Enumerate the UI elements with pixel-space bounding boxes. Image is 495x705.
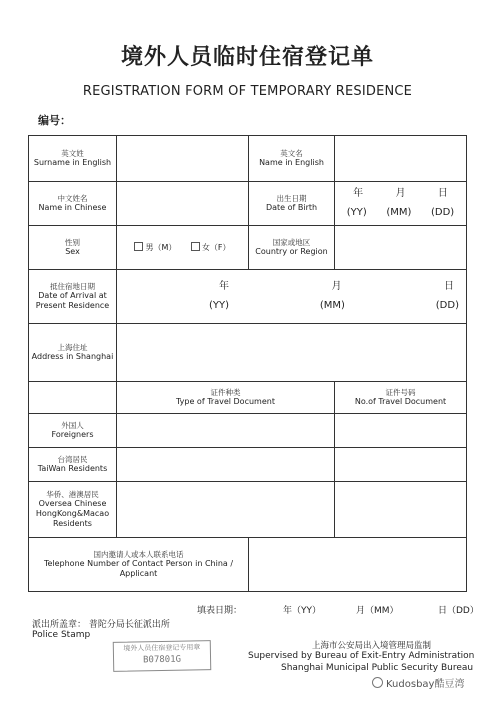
sex-label: 性别 Sex [29,226,117,270]
watermark-logo-icon [372,677,383,688]
country-field[interactable] [335,226,467,270]
arrival-date-field[interactable]: 年 月 日 (YY) (MM) (DD) [117,270,467,324]
sex-options [117,226,249,270]
police-stamp-label-en: Police Stamp [32,630,91,640]
birth-date-label: 出生日期 Date of Birth [249,182,335,226]
sex-female-option[interactable]: 女（F） [191,243,231,252]
watermark: Kudosbay酷豆湾 [372,675,464,690]
foreigners-doc-number-field[interactable] [335,414,467,448]
contact-phone-field[interactable] [249,538,467,592]
police-stamp-label-cn: 派出所盖章： 普陀分局长征派出所 [32,620,170,630]
surname-label: 英文姓 Surname in English [29,136,117,182]
fill-date-year[interactable]: 年（YY） [283,606,321,616]
fill-date-label: 填表日期： [197,606,243,616]
supervisor-en-line1: Supervised by Bureau of Exit-Entry Administration [248,651,475,661]
supervisor-cn: 上海市公安局出入境管理局监制 [312,641,432,651]
given-name-label: 英文名 Name in English [249,136,335,182]
fill-date-month[interactable]: 月（MM） [356,606,399,616]
foreigners-doc-type-field[interactable] [117,414,335,448]
arrival-date-label: 抵住宿地日期 Date of Arrival at Present Residence [29,270,117,324]
oversea-doc-type-field[interactable] [117,482,335,538]
female-checkbox[interactable] [191,242,200,251]
oversea-doc-number-field[interactable] [335,482,467,538]
doc-header-blank [29,382,117,414]
country-label: 国家或地区 Country or Region [249,226,335,270]
chinese-name-label: 中文姓名 Name in Chinese [29,182,117,226]
birth-date-field[interactable]: 年 月 日 (YY) (MM) (DD) [335,182,467,226]
taiwan-label: 台湾居民 TaiWan Residents [29,448,117,482]
doc-type-header: 证件种类 Type of Travel Document [117,382,335,414]
sex-male-option[interactable]: 男（M） [134,243,176,252]
address-label: 上海住址 Address in Shanghai [29,324,117,382]
taiwan-doc-number-field[interactable] [335,448,467,482]
serial-number-label: 编号： [38,114,71,127]
contact-phone-label: 国内邀请人或本人联系电话 Telephone Number of Contact Person in China / Applicant [29,538,249,592]
chinese-name-field[interactable] [117,182,249,226]
foreigners-label: 外国人 Foreigners [29,414,117,448]
form-title-chinese: 境外人员临时住宿登记单 [120,44,374,70]
oversea-label: 华侨、港澳居民 Oversea Chinese HongKong&Macao Residents [29,482,117,538]
surname-field[interactable] [117,136,249,182]
taiwan-doc-type-field[interactable] [117,448,335,482]
given-name-field[interactable] [335,136,467,182]
fill-date-day[interactable]: 日（DD） [438,606,479,616]
registration-form-table [28,135,467,592]
form-title-english: REGISTRATION FORM OF TEMPORARY RESIDENCE [82,84,413,99]
doc-number-header: 证件号码 No.of Travel Document [335,382,467,414]
address-field[interactable] [117,324,467,382]
male-checkbox[interactable] [134,242,143,251]
supervisor-en-line2: Shanghai Municipal Public Security Bureau [281,663,474,673]
police-stamp-seal: 境外人员住宿登记专用章 B07801G [113,640,212,672]
